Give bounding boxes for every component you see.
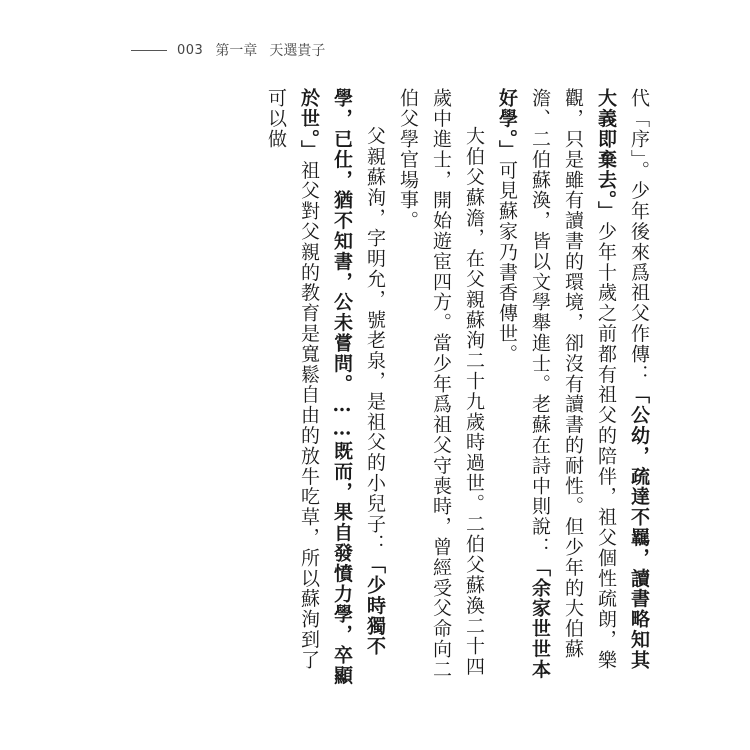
header-rule [131,50,167,51]
running-header [131,40,325,60]
chapter-title: 天選貴子 [269,43,326,59]
body-text [259,88,655,688]
text-segment: 代「序」。少年後來爲祖父作傳： [628,88,650,385]
quote-segment: 「少時獨不學，已仕，猶不知書，公未嘗問。……既而，果自發憤力學，卒顯於世。」 [298,88,386,686]
paragraph [391,88,490,688]
paragraph [490,88,655,688]
page-number: 003 [177,42,204,58]
paragraph [259,88,391,688]
text-segment: 祖父對父親的教育是寬鬆自由的放牛吃草，所以蘇洵到了可以做 [265,88,320,671]
quote-segment: 「公幼，疏達不羈，讀書略知其大義即棄去。」 [595,88,650,671]
quote-segment: 「余家世世本好學。」 [496,88,551,680]
text-segment: 可見蘇家乃書香傳世。 [496,160,518,365]
text-segment: 父親蘇洵，字明允，號老泉，是祖父的小兒子： [364,126,386,555]
text-segment: 大伯父蘇澹，在父親蘇洵二十九歲時過世。二伯父蘇渙二十四歲中進士，開始遊宦四方。當少年爲祖父守喪時，曾經受父命向二伯父學官場事。 [397,88,485,680]
text-segment: 少年十歲之前都有祖父的陪伴，祖父個性疏朗，樂觀，只是雖有讀書的環境，卻沒有讀書的耐性。但少年的大伯蘇澹、二伯蘇渙，皆以文學舉進士。老蘇在詩中則說： [529,88,617,671]
chapter-number: 第一章 [215,43,258,59]
